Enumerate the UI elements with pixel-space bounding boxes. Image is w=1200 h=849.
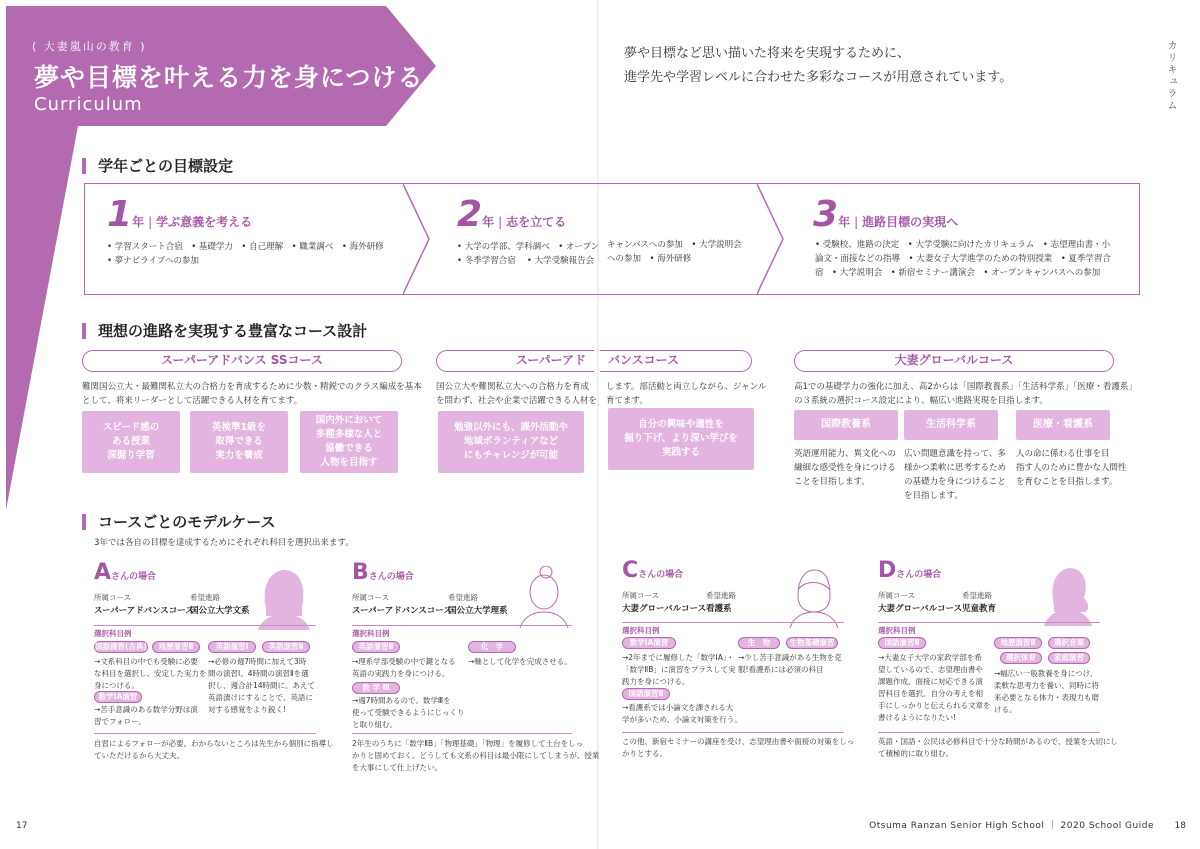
case-text: →苦手意識のある数学分野は演 習でフォロー。 [94,705,198,726]
year-unit: 年 [838,215,851,229]
chevron-divider [757,184,785,294]
year-3-items [815,238,1111,280]
system-kokusai: 国際教養系 [794,410,898,440]
cases-note: 3年では各自の目標を達成するためにそれぞれ科目を選択出来ます。 [94,538,354,548]
case-suffix: さんの場合 [638,570,684,580]
select-label: 選択科目例 [352,629,390,638]
course-label: 所属コース [622,591,660,600]
case-text: →2年までに履修した「数学ⅠA」・ 「数学ⅡB」に演習をプラスして実 践力を身につける。 [622,653,736,686]
year-2-heading: 2年 | 志を立てる [457,194,567,235]
ss-feature: 英検準1級を 取得できる 実力を養成 [190,411,288,473]
subject-tag: 国語演習Ⅱ [622,688,670,700]
intro-line: 進学先や学習レベルに合わせた多彩なコースが用意されています。 [624,70,1013,85]
divider [94,625,316,626]
case-text: →幅広い一般教養を身につけ、 柔軟な思考力を養い、同時に将 来必要となる体力・表現力も磨 ける。 [994,669,1099,714]
subject-tag: 英語演習Ⅱ [352,641,400,653]
subject-tag: 数 学 Ⅲ [352,682,400,694]
year-2-items [457,240,599,268]
sa-feature: 勉強以外にも、課外活動や 地域ボランティアなど にもチャレンジが可能 [438,411,584,473]
vertical-label: カリキュラム [1165,40,1176,112]
bullet-line: • 大学の学部、学科調べ • オープン [457,242,600,252]
case-text: →少し苦手意識がある生物を克 服!看護系には必須の科目 [738,653,842,674]
cases-section-title: コースごとのモデルケース [82,514,275,530]
page-number-right: 18 [1174,821,1186,831]
case-target: 児童教育 [962,604,997,614]
divider [352,733,572,734]
subject-tag: 数学ⅠA演習 [94,691,142,703]
page-subtitle: Curriculum [34,94,143,115]
case-letter: C [622,558,639,583]
subject-tag: 地歴演習Ⅱ [152,641,200,653]
system-iryo: 医療・看護系 [1016,410,1110,440]
bullet-line: • 受験校、進路の決定 • 大学受験に向けたカリキュラム • 志望理由書・小 [815,240,1111,250]
case-letter: B [352,560,369,585]
year-number: 2 [457,194,483,235]
case-course: 大妻グローバルコース [878,604,963,614]
ss-feature: 国内外において 多種多様な人と 協働できる 人物を目指す [300,411,398,473]
subject-tag: 国語演習Ⅱ [878,637,926,649]
subject-tag: 選択体育 [1000,652,1042,664]
page-number-left: 17 [16,821,28,831]
select-label: 選択科目例 [622,626,660,635]
case-letter: D [878,558,897,583]
student-avatar-icon [256,568,312,630]
courses-section-title: 理想の進路を実現する豊富なコース設計 [82,323,367,339]
case-text: →大妻女子大学の家政学部を希 望しているので、志望理由書や 課題作成、面接に対応できる演 習科目を選択。自分の考えを相 手にしっかりと伝えられる文章を 書けるようになりたい! [878,653,991,722]
header-kicker: ( 大妻嵐山の教育 ) [32,40,147,53]
desc-line: の３系統の選択コース設定により、幅広い進路実現を目指します。 [794,396,1048,406]
course-sa-label-cont: バンスコース [600,350,752,372]
banner-stripe [6,126,78,510]
course-sa-desc [436,380,597,408]
bullet-line: 論文・面接などの指導 • 大妻女子大学進学のための特別授業 • 夏季学習合 [815,254,1111,264]
subject-tag: 家庭演習 [1048,652,1090,664]
bullet-line: キャンパスへの参加 • 大学説明会 [607,240,742,250]
year-number: 3 [813,194,839,235]
case-course: スーパーアドバンスコース [352,606,452,616]
school-footer: Otsuma Ranzan Senior High School ｜ 2020 School Guide [869,821,1154,831]
course-ss-label: スーパーアドバンス SSコース [82,350,402,372]
desc-line: 難関国公立大・最難関私立大の合格力を育成するために少数・精鋭でのクラス編成を基本 [82,382,422,392]
desc-line: 育てます。 [606,396,648,406]
student-avatar-icon [1040,564,1096,626]
year-goal: 進路目標の実現へ [862,215,959,229]
case-text: →文系科目の中でも受験に必要 な科目を選択し、安定した実力を 身につける。 [94,657,207,690]
desc-line: 国公立大や難関私立大への合格力を育成 [436,382,590,392]
system-desc: 英語運用能力、異文化への 繊細な感受性を身につける ことを目指します。 [794,449,897,487]
case-foot: 2年生のうちに「数学ⅡB」「物理基礎」「物理」を履修して土台をしっ かりと固めておく。どうしても文系の科目は最小限にしてしまうが、授業 を大事にして仕上げたい。 [352,739,600,772]
goals-section-title: 学年ごとの目標設定 [82,158,233,174]
course-label: 所属コース [878,591,916,600]
case-text: →理系学部受験の中で鍵となる 英語の実践力を身につける。 [352,657,456,678]
course-sa-desc-cont [606,380,766,408]
student-avatar-icon [786,566,842,628]
bullet-line: • 冬季学習合宿 • 大学受験報告会 [457,256,595,266]
course-label: 所属コース [94,593,132,602]
bullet-line: への参加 • 海外研修 [607,254,692,264]
sa-feature: 自分の興味や適性を 掘り下げ、より深い学びを 実践する [608,408,754,470]
year-goal: 志を立てる [506,215,567,229]
year-number: 1 [107,194,133,235]
course-label: 所属コース [352,593,390,602]
subject-tag: 生 物 [738,637,780,649]
divider [878,622,1100,623]
target-label: 希望進路 [190,593,220,602]
desc-line: 高1での基礎学力の強化に加え、高2からは「国際教養系」「生活科学系」「医療・看護系」 [794,382,1137,392]
case-suffix: さんの場合 [368,572,414,582]
page-spine [597,0,599,849]
case-foot: 英語・国語・公民は必修科目で十分な時間があるので、授業を大切にし て積極的に取り組む。 [878,737,1118,758]
case-target: 看護系 [706,604,732,614]
desc-line: を問わず、社会や企業で活躍できる人材を [436,396,597,406]
case-text: →必修の週7時間に加えて3時 間の演習Ⅰ、4時間の演習Ⅱを選 択し、週合計14時間に。あえて 英語漬けにすることで、英語に 対する感覚をより鋭く! [208,657,316,714]
year-2-items-cont [607,238,742,266]
course-global-desc [794,380,1137,408]
course-sa-label: スーパーアド [436,350,594,372]
year-unit: 年 [132,215,145,229]
bullet-line: • 学習スタート合宿 • 基礎学力 • 自己理解 • 職業調べ • 海外研修 [107,242,384,252]
year-unit: 年 [482,215,495,229]
case-text: →軸として化学を完成させる。 [468,657,572,666]
bullet-line: • 夢ナビライブへの参加 [107,256,200,266]
case-text: →週7時間あるので、数学Ⅲを 使って受験できるようにじっくり と取り組む。 [352,696,465,729]
case-target: 国公立大学理系 [448,606,508,616]
year-goals-box [84,183,1140,295]
case-course: 大妻グローバルコース [622,604,707,614]
year-goal: 学ぶ意義を考える [156,215,253,229]
bullet-line: 宿 • 大学説明会 • 新宿セミナー講演会 • オープンキャンパスへの参加 [815,268,1101,278]
desc-line: します。部活動と両立しながら、ジャンル [606,382,767,392]
divider [94,733,316,734]
case-suffix: さんの場合 [111,572,157,582]
subject-tag: 英語演習Ⅱ [262,641,310,653]
target-label: 希望進路 [706,591,736,600]
case-suffix: さんの場合 [896,570,942,580]
page-title: 夢や目標を叶える力を身につける。 [34,63,450,92]
select-label: 選択科目例 [94,629,132,638]
ss-feature: スピード感の ある授業 深掘り学習 [82,411,180,473]
chevron-divider [403,184,431,294]
subject-tag: 選択音楽 [1048,637,1090,649]
student-avatar-icon [516,566,572,628]
year-3-heading: 3年 | 進路目標の実現へ [813,194,959,235]
divider [622,732,844,733]
case-foot: 自習によるフォローが必要。わからないところは先生から個別に指導し ていただけるから大丈夫。 [94,739,334,760]
desc-line: として、将来リーダーとして活躍できる人材を育てます。 [82,396,303,406]
subject-tag: 国語演習(古典) [95,642,147,651]
system-seikatsu: 生活科学系 [904,410,998,440]
case-foot: この他、新宿セミナーの講座を受け、志望理由書や面接の対策をしっ かりとする。 [622,737,855,758]
system-desc: 人の命に係わる仕事を目 指す人のために豊かな人間性 を育むことを目指します。 [1016,449,1127,487]
divider [878,732,1100,733]
year-1-items [107,240,384,268]
intro-line: 夢や目標など思い描いた将来を実現するために、 [624,46,911,61]
case-target: 国公立大学文系 [190,606,250,616]
subject-tag: 化 学 [468,641,516,653]
case-letter: A [94,560,112,585]
target-label: 希望進路 [448,593,478,602]
case-course: スーパーアドバンスコース [94,606,194,616]
select-label: 選択科目例 [878,626,916,635]
subject-tag: 地歴演習Ⅱ [994,637,1042,649]
intro-text [624,42,1012,90]
divider [622,622,844,623]
course-ss-desc [82,380,422,408]
course-global-label: 大妻グローバルコース [794,350,1114,372]
subject-tag: 数学ⅠA演習 [622,637,676,649]
year-1-heading: 1年 | 学ぶ意義を考える [107,194,253,235]
subject-tag: 英語演習Ⅰ [208,641,256,653]
divider [352,625,572,626]
case-text: →看護系では小論文を課される大 学が多いため、小論文対策を行う。 [622,703,742,724]
subject-tag: 生物基礎演習 [786,637,838,649]
target-label: 希望進路 [962,591,992,600]
system-desc: 広い問題意識を持って、多 様かつ柔軟に思考するため の基礎力を身につけること を目指します。 [904,449,1007,501]
